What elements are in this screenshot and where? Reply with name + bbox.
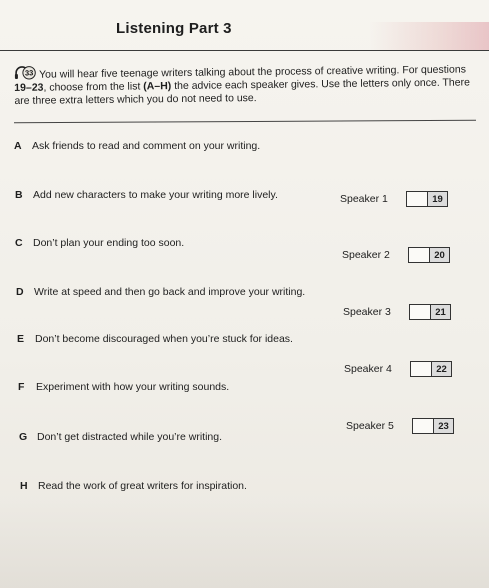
speaker-3-row	[343, 304, 451, 320]
option-letter: G	[19, 431, 28, 443]
speaker-5-row	[346, 418, 454, 434]
speaker-label: Speaker 3	[343, 306, 391, 318]
page-title: Listening Part 3	[116, 20, 232, 37]
option-c	[15, 237, 184, 249]
option-f	[18, 381, 229, 393]
instructions-text-after: the advice each speaker gives. Use the letters only once. There are three extra letters which you do not need to use.	[14, 76, 470, 107]
option-d	[16, 286, 305, 298]
option-letter: F	[18, 381, 25, 393]
question-number: 19	[427, 192, 447, 206]
option-text: Write at speed and then go back and improve your writing.	[34, 286, 306, 298]
speaker-4-row	[344, 361, 452, 377]
option-letter: C	[15, 237, 23, 249]
option-e	[17, 333, 293, 345]
question-number: 20	[429, 248, 449, 262]
speaker-2-answer-box[interactable]	[408, 247, 450, 263]
speaker-label: Speaker 4	[344, 363, 392, 375]
option-letter: D	[16, 286, 24, 298]
option-text: Ask friends to read and comment on your writing.	[32, 140, 261, 152]
option-text: Don’t get distracted while you’re writing.	[37, 431, 223, 443]
option-a	[14, 140, 260, 152]
task-instructions	[14, 60, 480, 108]
speaker-4-answer-box[interactable]	[410, 361, 452, 377]
speaker-3-answer-box[interactable]	[409, 304, 451, 320]
question-number: 22	[431, 362, 451, 376]
speaker-label: Speaker 1	[340, 193, 388, 205]
option-letter: H	[20, 480, 28, 492]
option-letter: E	[17, 333, 25, 345]
question-range: 19–23	[14, 81, 44, 94]
option-text: Experiment with how your writing sounds.	[36, 381, 230, 393]
option-letter: B	[15, 189, 23, 201]
option-g	[19, 431, 222, 443]
track-number: 33	[24, 68, 34, 78]
instructions-divider	[14, 120, 476, 123]
page-bleed-through	[369, 22, 489, 50]
speaker-2-row	[342, 247, 450, 263]
option-text: Don’t plan your ending too soon.	[33, 237, 185, 249]
instructions-text-before: You will hear five teenage writers talking about the process of creative writing. For questions	[39, 63, 466, 81]
header-divider	[0, 50, 489, 51]
page-shadow	[0, 498, 489, 588]
option-text: Don’t become discouraged when you’re stuck for ideas.	[35, 333, 293, 345]
speaker-1-answer-box[interactable]	[406, 191, 448, 207]
speaker-5-answer-box[interactable]	[412, 418, 454, 434]
list-range: (A–H)	[143, 80, 172, 93]
option-b	[15, 189, 278, 201]
speaker-label: Speaker 5	[346, 420, 394, 432]
option-text: Read the work of great writers for inspiration.	[38, 480, 247, 492]
instructions-text-middle: , choose from the list	[43, 80, 144, 94]
headphones-icon[interactable]	[14, 66, 36, 80]
option-text: Add new characters to make your writing more lively.	[33, 189, 278, 201]
speaker-1-row	[340, 191, 448, 207]
option-letter: A	[14, 140, 22, 152]
question-number: 23	[433, 419, 453, 433]
speaker-label: Speaker 2	[342, 249, 390, 261]
question-number: 21	[430, 305, 450, 319]
option-h	[20, 480, 247, 492]
